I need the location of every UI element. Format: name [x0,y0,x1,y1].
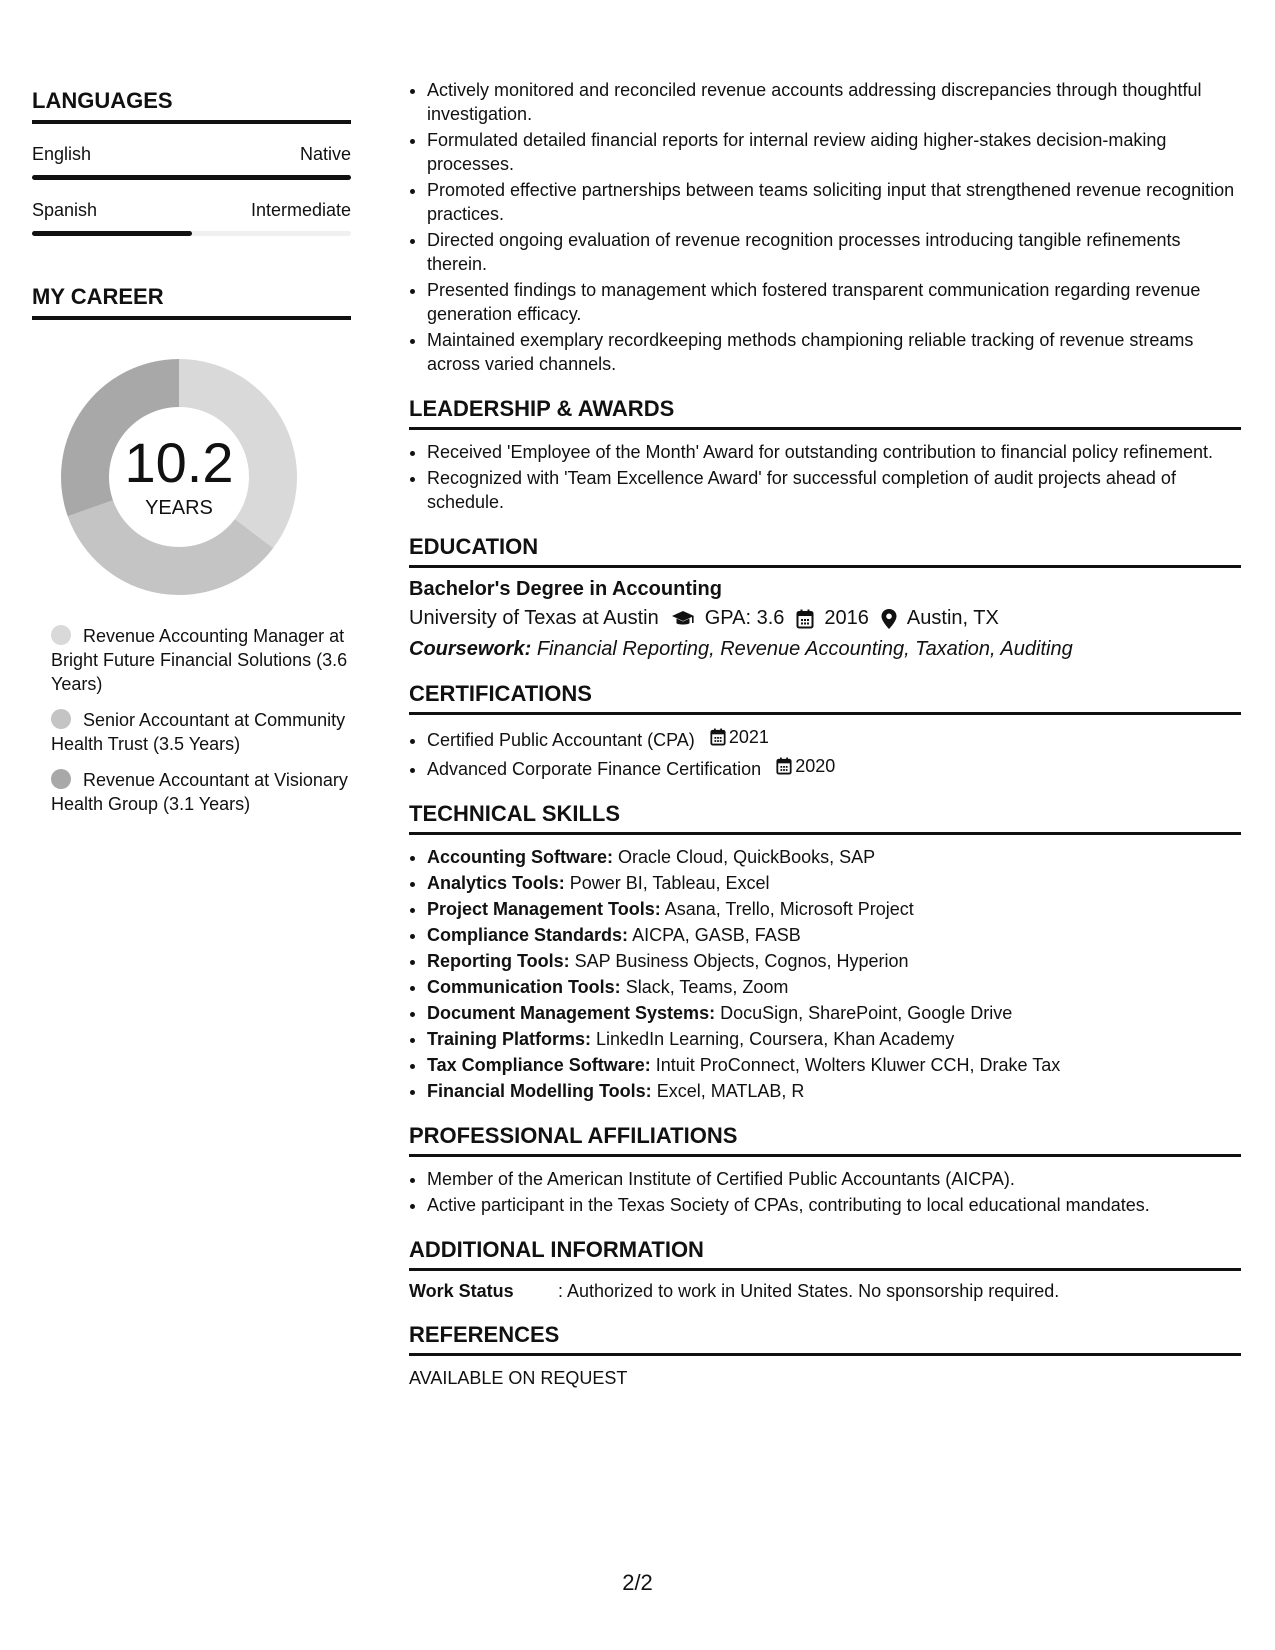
language-item [32,200,351,236]
skill-value: DocuSign, SharePoint, Google Drive [720,1003,1013,1023]
school-name: University of Texas at Austin [409,607,659,629]
experience-bullet: • Maintained exemplary recordkeeping methods championing reliable tracking of revenue streams across varied channels. [427,328,1241,376]
skill-value: Slack, Teams, Zoom [625,977,789,997]
certification-name: Certified Public Accountant (CPA) [427,730,695,750]
coursework-label: Coursework: [409,638,532,660]
language-level: Native [299,144,351,164]
graduation-cap-icon [671,610,695,628]
work-status-label: Work Status [409,1281,514,1301]
legend-item [51,708,351,756]
skills-section [409,801,1241,1103]
legend-swatch [51,709,71,729]
skill-item [427,1053,1241,1077]
left-column [32,88,351,828]
skill-item [427,949,1241,973]
experience-bullet: • Formulated detailed financial reports for internal review aiding higher-stakes decision-making processes. [427,128,1241,176]
location-pin-icon [881,609,897,629]
experience-bullet: • Promoted effective partnerships between teams soliciting input that strengthened revenue recognition practices. [427,178,1241,226]
skill-value: Excel, MATLAB, R [656,1081,805,1101]
skill-label: Communication Tools: [427,977,621,997]
leadership-section [409,396,1241,514]
legend-label: Senior Accountant at Community Health Trust (3.5 Years) [51,710,346,754]
coursework-list: Financial Reporting, Revenue Accounting, Taxation, Auditing [536,638,1073,660]
work-status-value: : Authorized to work in United States. No sponsorship required. [558,1281,1060,1301]
legend-item [51,624,351,696]
language-item [32,144,351,180]
skill-value: Asana, Trello, Microsoft Project [664,899,914,919]
gpa: GPA: 3.6 [704,607,785,629]
language-proficiency-bar [32,231,351,236]
legend-swatch [51,625,71,645]
work-status [409,1281,1241,1302]
language-proficiency-fill [32,175,351,180]
skill-label: Tax Compliance Software: [427,1055,651,1075]
page-number: 2/2 [622,1570,653,1595]
skill-value: AICPA, GASB, FASB [632,925,801,945]
skill-value: Oracle Cloud, QuickBooks, SAP [618,847,876,867]
additional-info-section [409,1237,1241,1302]
certifications-title: CERTIFICATIONS [409,681,1241,715]
language-name: English [32,144,92,164]
skill-label: Compliance Standards: [427,925,629,945]
language-proficiency-fill [32,231,192,236]
skill-item [427,1027,1241,1051]
additional-info-title: ADDITIONAL INFORMATION [409,1237,1241,1271]
degree-name: Bachelor's Degree in Accounting [409,578,722,600]
skills-title: TECHNICAL SKILLS [409,801,1241,835]
skill-item [427,1001,1241,1025]
skill-value: Power BI, Tableau, Excel [569,873,770,893]
legend-label: Revenue Accounting Manager at Bright Future Financial Solutions (3.6 Years) [51,626,348,694]
career-total-years: 10.2 [124,430,234,494]
language-name: Spanish [32,200,98,220]
experience-bullets [409,78,1241,376]
experience-bullet: • Directed ongoing evaluation of revenue recognition processes introducing tangible refinements therein. [427,228,1241,276]
experience-bullet: • Actively monitored and reconciled revenue accounts addressing discrepancies through thoughtful investigation. [427,78,1241,126]
skill-label: Accounting Software: [427,847,614,867]
language-proficiency-bar [32,175,351,180]
certification-name: Advanced Corporate Finance Certification [427,759,762,779]
calendar-icon [710,728,726,746]
award-item: • Received 'Employee of the Month' Award for outstanding contribution to financial policy refinement. [427,440,1241,464]
certification-year: 2021 [728,727,769,747]
skill-item [427,845,1241,869]
school-location: Austin, TX [906,607,999,629]
career-legend [32,624,351,816]
skill-item [427,897,1241,921]
graduation-year: 2016 [824,607,869,629]
skill-item [427,923,1241,947]
education-details [409,607,1241,630]
language-level: Intermediate [250,200,351,220]
languages-title: LANGUAGES [32,88,351,124]
award-item: • Recognized with 'Team Excellence Award' for successful completion of audit projects ahead of schedule. [427,466,1241,514]
legend-swatch [51,769,71,789]
references-text: AVAILABLE ON REQUEST [409,1368,628,1388]
skill-value: LinkedIn Learning, Coursera, Khan Academy [596,1029,955,1049]
skill-label: Financial Modelling Tools: [427,1081,652,1101]
legend-label: Revenue Accountant at Visionary Health Group (3.1 Years) [51,770,348,814]
skill-item [427,1079,1241,1103]
coursework [409,638,1241,661]
right-column [409,78,1241,1389]
legend-item [51,768,351,816]
references-section [409,1322,1241,1389]
certification-item [427,725,1241,752]
leadership-title: LEADERSHIP & AWARDS [409,396,1241,430]
affiliation-item: • Active participant in the Texas Society of CPAs, contributing to local educational mandates. [427,1193,1241,1217]
skill-value: SAP Business Objects, Cognos, Hyperion [574,951,909,971]
affiliations-section [409,1123,1241,1217]
calendar-icon [796,609,814,629]
education-section [409,534,1241,661]
skill-item [427,871,1241,895]
certification-item [427,754,1241,781]
career-total-unit: YEARS [145,496,213,519]
skill-value: Intuit ProConnect, Wolters Kluwer CCH, Drake Tax [655,1055,1061,1075]
affiliation-item: • Member of the American Institute of Certified Public Accountants (AICPA). [427,1167,1241,1191]
career-title: MY CAREER [32,284,351,320]
certification-year: 2020 [795,756,836,776]
skill-label: Reporting Tools: [427,951,570,971]
experience-bullet: • Presented findings to management which fostered transparent communication regarding revenue generation efficacy. [427,278,1241,326]
references-title: REFERENCES [409,1322,1241,1356]
affiliations-title: PROFESSIONAL AFFILIATIONS [409,1123,1241,1157]
skill-label: Project Management Tools: [427,899,661,919]
calendar-icon [776,757,792,775]
skill-item [427,975,1241,999]
education-title: EDUCATION [409,534,1241,568]
skill-label: Document Management Systems: [427,1003,716,1023]
skill-label: Training Platforms: [427,1029,592,1049]
certifications-section [409,681,1241,781]
skill-label: Analytics Tools: [427,873,565,893]
career-donut-chart [54,352,304,602]
